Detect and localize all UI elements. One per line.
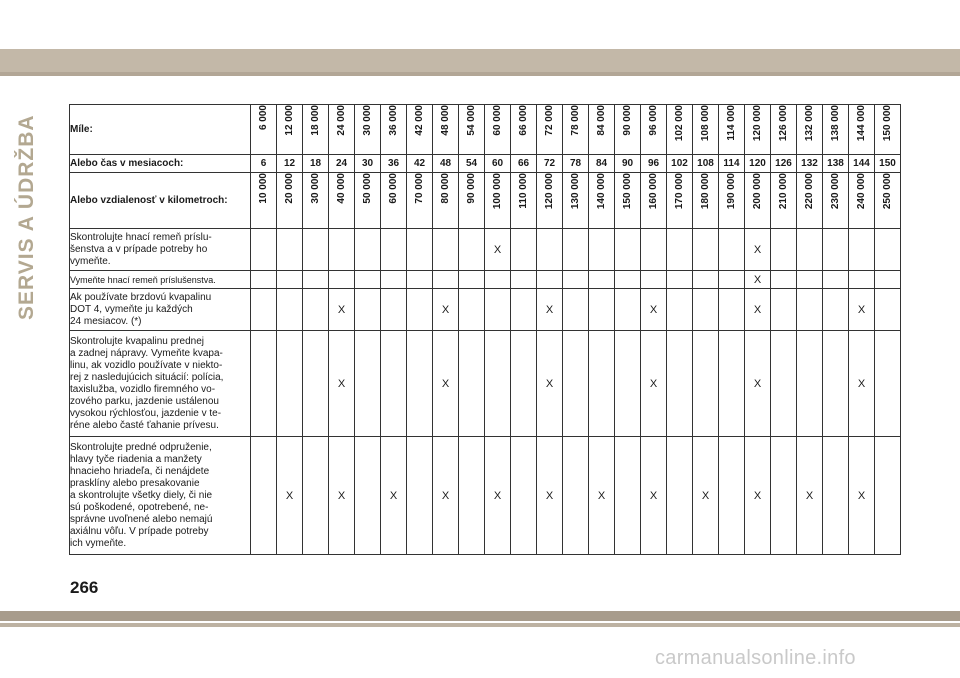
miles-header-row-cell bbox=[251, 105, 277, 155]
miles-header-row-value: 90 000 bbox=[622, 105, 633, 136]
schedule-mark bbox=[615, 331, 641, 437]
miles-header-row bbox=[70, 105, 901, 155]
schedule-mark bbox=[355, 289, 381, 331]
schedule-mark bbox=[407, 229, 433, 271]
schedule-mark bbox=[823, 229, 849, 271]
schedule-mark bbox=[641, 229, 667, 271]
schedule-mark bbox=[615, 289, 641, 331]
schedule-mark bbox=[693, 271, 719, 289]
schedule-task-label: Skontrolujte hnací remeň príslu- šenstva a v prípade potreby ho vymeňte. bbox=[70, 229, 251, 271]
km-header-row-cell bbox=[823, 173, 849, 229]
km-header-row-cell bbox=[719, 173, 745, 229]
miles-header-row-cell bbox=[693, 105, 719, 155]
schedule-mark bbox=[485, 289, 511, 331]
top-decor-band bbox=[0, 49, 960, 72]
schedule-mark bbox=[511, 289, 537, 331]
schedule-mark: X bbox=[537, 437, 563, 555]
schedule-mark bbox=[797, 271, 823, 289]
page-number: 266 bbox=[70, 578, 99, 597]
miles-header-row-value: 126 000 bbox=[778, 105, 789, 142]
top-decor-line bbox=[0, 72, 960, 76]
miles-header-row-value: 6 000 bbox=[258, 105, 269, 131]
schedule-mark bbox=[667, 437, 693, 555]
schedule-mark bbox=[849, 271, 875, 289]
schedule-mark bbox=[511, 229, 537, 271]
schedule-mark bbox=[251, 289, 277, 331]
schedule-mark bbox=[875, 331, 901, 437]
km-header-row-cell bbox=[563, 173, 589, 229]
km-header-row-value: 140 000 bbox=[596, 173, 607, 210]
schedule-mark: X bbox=[745, 437, 771, 555]
schedule-mark bbox=[771, 229, 797, 271]
schedule-mark bbox=[641, 271, 667, 289]
months-value: 150 bbox=[875, 155, 901, 173]
schedule-mark bbox=[719, 229, 745, 271]
schedule-mark bbox=[719, 289, 745, 331]
schedule-mark bbox=[719, 331, 745, 437]
schedule-mark bbox=[251, 271, 277, 289]
schedule-mark bbox=[511, 271, 537, 289]
schedule-mark: X bbox=[849, 437, 875, 555]
schedule-mark bbox=[771, 437, 797, 555]
miles-header-row-value: 132 000 bbox=[804, 105, 815, 142]
schedule-mark: X bbox=[433, 331, 459, 437]
schedule-mark bbox=[355, 331, 381, 437]
km-header-row-cell bbox=[537, 173, 563, 229]
miles-header-row-value: 120 000 bbox=[752, 105, 763, 142]
schedule-mark bbox=[303, 289, 329, 331]
schedule-mark bbox=[433, 271, 459, 289]
schedule-mark bbox=[277, 289, 303, 331]
miles-header-row-value: 96 000 bbox=[648, 105, 659, 136]
miles-header-row-value: 138 000 bbox=[830, 105, 841, 142]
schedule-row bbox=[70, 229, 901, 271]
km-header-row-value: 120 000 bbox=[544, 173, 555, 210]
km-header-row-cell bbox=[797, 173, 823, 229]
schedule-mark bbox=[563, 331, 589, 437]
schedule-mark bbox=[303, 331, 329, 437]
schedule-mark bbox=[823, 437, 849, 555]
km-header-row-cell bbox=[303, 173, 329, 229]
miles-header-row-cell bbox=[485, 105, 511, 155]
schedule-mark bbox=[303, 437, 329, 555]
km-header-row-cell bbox=[381, 173, 407, 229]
months-value: 84 bbox=[589, 155, 615, 173]
schedule-mark bbox=[797, 229, 823, 271]
km-header-row-value: 210 000 bbox=[778, 173, 789, 210]
km-header-row-value: 170 000 bbox=[674, 173, 685, 210]
schedule-mark: X bbox=[485, 229, 511, 271]
schedule-mark bbox=[875, 437, 901, 555]
miles-header-row-cell bbox=[277, 105, 303, 155]
schedule-mark bbox=[355, 229, 381, 271]
schedule-mark: X bbox=[745, 289, 771, 331]
km-header-row-cell bbox=[329, 173, 355, 229]
km-header-row-value: 200 000 bbox=[752, 173, 763, 210]
schedule-mark bbox=[875, 229, 901, 271]
miles-header-row-cell bbox=[771, 105, 797, 155]
months-value: 114 bbox=[719, 155, 745, 173]
schedule-mark: X bbox=[641, 289, 667, 331]
miles-header-row-cell bbox=[329, 105, 355, 155]
schedule-mark bbox=[615, 271, 641, 289]
months-value: 102 bbox=[667, 155, 693, 173]
miles-header-row-value: 114 000 bbox=[726, 105, 737, 141]
km-header-row-cell bbox=[485, 173, 511, 229]
miles-header-row-value: 60 000 bbox=[492, 105, 503, 136]
schedule-mark bbox=[771, 289, 797, 331]
miles-header-row-cell bbox=[511, 105, 537, 155]
miles-header-row-value: 18 000 bbox=[310, 105, 321, 136]
schedule-mark bbox=[277, 271, 303, 289]
schedule-mark: X bbox=[797, 437, 823, 555]
schedule-mark bbox=[485, 331, 511, 437]
schedule-mark: X bbox=[745, 229, 771, 271]
months-value: 126 bbox=[771, 155, 797, 173]
km-header-row-value: 130 000 bbox=[570, 173, 581, 210]
km-header-row-cell bbox=[693, 173, 719, 229]
km-header-row-label: Alebo vzdialenosť v kilometroch: bbox=[70, 173, 251, 229]
km-header-row-cell bbox=[667, 173, 693, 229]
miles-header-row-cell bbox=[537, 105, 563, 155]
schedule-mark bbox=[407, 437, 433, 555]
miles-header-row-cell bbox=[875, 105, 901, 155]
miles-header-row-cell bbox=[797, 105, 823, 155]
schedule-mark bbox=[511, 331, 537, 437]
km-header-row-value: 80 000 bbox=[440, 173, 451, 204]
miles-header-row-value: 30 000 bbox=[362, 105, 373, 136]
miles-header-row-value: 78 000 bbox=[570, 105, 581, 136]
miles-header-row-cell bbox=[719, 105, 745, 155]
km-header-row-cell bbox=[407, 173, 433, 229]
months-value: 36 bbox=[381, 155, 407, 173]
bottom-decor-line bbox=[0, 623, 960, 627]
schedule-mark bbox=[537, 271, 563, 289]
miles-header-row-cell bbox=[745, 105, 771, 155]
schedule-mark bbox=[719, 271, 745, 289]
miles-header-row-cell bbox=[563, 105, 589, 155]
months-value: 18 bbox=[303, 155, 329, 173]
schedule-mark: X bbox=[745, 271, 771, 289]
km-header-row-value: 250 000 bbox=[882, 173, 893, 210]
schedule-mark bbox=[823, 289, 849, 331]
schedule-mark bbox=[615, 229, 641, 271]
km-header-row-cell bbox=[277, 173, 303, 229]
km-header-row-value: 70 000 bbox=[414, 173, 425, 204]
months-value: 90 bbox=[615, 155, 641, 173]
km-header-row-value: 40 000 bbox=[336, 173, 347, 204]
schedule-mark bbox=[823, 271, 849, 289]
miles-header-row-cell bbox=[355, 105, 381, 155]
km-header-row-value: 50 000 bbox=[362, 173, 373, 204]
schedule-mark bbox=[563, 271, 589, 289]
schedule-mark bbox=[251, 437, 277, 555]
months-value: 30 bbox=[355, 155, 381, 173]
miles-header-row-value: 42 000 bbox=[414, 105, 425, 136]
schedule-mark bbox=[797, 331, 823, 437]
schedule-mark bbox=[459, 271, 485, 289]
months-value: 120 bbox=[745, 155, 771, 173]
km-header-row-value: 230 000 bbox=[830, 173, 841, 210]
miles-header-row-value: 12 000 bbox=[284, 105, 295, 136]
months-value: 12 bbox=[277, 155, 303, 173]
months-value: 54 bbox=[459, 155, 485, 173]
months-value: 66 bbox=[511, 155, 537, 173]
miles-header-row-value: 66 000 bbox=[518, 105, 529, 136]
maintenance-schedule-table bbox=[69, 104, 901, 555]
km-header-row-cell bbox=[511, 173, 537, 229]
miles-header-row-value: 72 000 bbox=[544, 105, 555, 136]
schedule-mark bbox=[433, 229, 459, 271]
km-header-row-value: 30 000 bbox=[310, 173, 321, 204]
schedule-mark bbox=[303, 229, 329, 271]
schedule-row bbox=[70, 289, 901, 331]
miles-header-row-value: 24 000 bbox=[336, 105, 347, 136]
schedule-mark: X bbox=[537, 289, 563, 331]
schedule-mark bbox=[485, 271, 511, 289]
miles-header-row-value: 150 000 bbox=[882, 105, 893, 142]
miles-header-row-cell bbox=[381, 105, 407, 155]
schedule-mark: X bbox=[641, 437, 667, 555]
months-value: 132 bbox=[797, 155, 823, 173]
schedule-task-label: Skontrolujte kvapalinu prednej a zadnej nápravy. Vymeňte kvapa- linu, ak vozidlo používate v niekto- rej z nasledujúcich situácií: polícia, taxislužba, vozidlo firemného vo- zového parku, jazdenie ustálenou vysokou rýchlosťou, jazdenie v te- réne alebo časté ťahanie prívesu. bbox=[70, 331, 251, 437]
schedule-mark bbox=[667, 271, 693, 289]
schedule-mark bbox=[277, 331, 303, 437]
schedule-mark bbox=[797, 289, 823, 331]
miles-header-row-cell bbox=[303, 105, 329, 155]
schedule-mark bbox=[537, 229, 563, 271]
months-value: 24 bbox=[329, 155, 355, 173]
schedule-mark bbox=[667, 331, 693, 437]
months-header-label: Alebo čas v mesiacoch: bbox=[70, 155, 251, 173]
months-value: 138 bbox=[823, 155, 849, 173]
km-header-row-value: 100 000 bbox=[492, 173, 503, 210]
months-value: 42 bbox=[407, 155, 433, 173]
schedule-mark bbox=[563, 437, 589, 555]
miles-header-row-cell bbox=[433, 105, 459, 155]
schedule-mark bbox=[719, 437, 745, 555]
schedule-mark bbox=[667, 229, 693, 271]
schedule-mark bbox=[511, 437, 537, 555]
km-header-row-value: 220 000 bbox=[804, 173, 815, 210]
km-header-row-cell bbox=[745, 173, 771, 229]
km-header-row-value: 20 000 bbox=[284, 173, 295, 204]
schedule-task-label: Skontrolujte predné odpruženie, hlavy tyče riadenia a manžety hnacieho hriadeľa, či nenájdete prasklíny alebo presakovanie a skontrolujte všetky diely, či nie sú poškodené, opotrebené, ne- správne uvoľnené alebo nemajú axiálnu vôľu. V prípade potreby ich vymeňte. bbox=[70, 437, 251, 555]
miles-header-row-cell bbox=[459, 105, 485, 155]
schedule-row bbox=[70, 271, 901, 289]
miles-header-row-value: 144 000 bbox=[856, 105, 867, 142]
schedule-mark bbox=[459, 437, 485, 555]
miles-header-row-cell bbox=[407, 105, 433, 155]
schedule-mark bbox=[693, 289, 719, 331]
km-header-row-value: 150 000 bbox=[622, 173, 633, 210]
schedule-mark: X bbox=[641, 331, 667, 437]
schedule-mark bbox=[875, 271, 901, 289]
km-header-row-cell bbox=[641, 173, 667, 229]
schedule-mark bbox=[251, 331, 277, 437]
schedule-mark: X bbox=[329, 289, 355, 331]
schedule-mark bbox=[355, 437, 381, 555]
schedule-mark bbox=[459, 331, 485, 437]
miles-header-row-value: 102 000 bbox=[674, 105, 685, 142]
miles-header-row-cell bbox=[667, 105, 693, 155]
schedule-mark bbox=[875, 289, 901, 331]
km-header-row-value: 110 000 bbox=[518, 173, 529, 209]
schedule-mark bbox=[667, 289, 693, 331]
schedule-mark: X bbox=[381, 437, 407, 555]
miles-header-row-value: 36 000 bbox=[388, 105, 399, 136]
schedule-mark bbox=[277, 229, 303, 271]
miles-header-row-cell bbox=[641, 105, 667, 155]
km-header-row-value: 10 000 bbox=[258, 173, 269, 204]
schedule-mark bbox=[589, 331, 615, 437]
km-header-row-value: 90 000 bbox=[466, 173, 477, 204]
schedule-mark bbox=[589, 271, 615, 289]
schedule-mark bbox=[589, 289, 615, 331]
schedule-mark bbox=[589, 229, 615, 271]
schedule-mark: X bbox=[745, 331, 771, 437]
schedule-task-label: Vymeňte hnací remeň príslušenstva. bbox=[70, 271, 251, 289]
schedule-mark bbox=[329, 229, 355, 271]
bottom-decor-band bbox=[0, 611, 960, 621]
km-header-row-cell bbox=[589, 173, 615, 229]
km-header-row-value: 180 000 bbox=[700, 173, 711, 210]
miles-header-row-cell bbox=[823, 105, 849, 155]
km-header-row-cell bbox=[875, 173, 901, 229]
schedule-mark bbox=[563, 289, 589, 331]
schedule-mark bbox=[303, 271, 329, 289]
miles-header-row-cell bbox=[849, 105, 875, 155]
km-header-row-value: 190 000 bbox=[726, 173, 737, 210]
schedule-row bbox=[70, 437, 901, 555]
schedule-mark bbox=[615, 437, 641, 555]
months-value: 72 bbox=[537, 155, 563, 173]
km-header-row bbox=[70, 173, 901, 229]
schedule-mark bbox=[355, 271, 381, 289]
km-header-row-cell bbox=[355, 173, 381, 229]
miles-header-row-label: Míle: bbox=[70, 105, 251, 155]
schedule-mark bbox=[849, 229, 875, 271]
schedule-mark: X bbox=[277, 437, 303, 555]
section-side-title: SERVIS A ÚDRŽBA bbox=[15, 114, 38, 320]
schedule-mark bbox=[381, 271, 407, 289]
km-header-row-cell bbox=[615, 173, 641, 229]
km-header-row-value: 60 000 bbox=[388, 173, 399, 204]
schedule-mark bbox=[693, 331, 719, 437]
months-value: 78 bbox=[563, 155, 589, 173]
miles-header-row-cell bbox=[589, 105, 615, 155]
schedule-mark: X bbox=[433, 289, 459, 331]
schedule-mark: X bbox=[693, 437, 719, 555]
schedule-mark bbox=[563, 229, 589, 271]
miles-header-row-value: 108 000 bbox=[700, 105, 711, 142]
schedule-mark bbox=[381, 289, 407, 331]
km-header-row-cell bbox=[251, 173, 277, 229]
schedule-mark bbox=[459, 289, 485, 331]
schedule-task-label: Ak používate brzdovú kvapalinu DOT 4, vymeňte ju každých 24 mesiacov. (*) bbox=[70, 289, 251, 331]
schedule-mark bbox=[329, 271, 355, 289]
km-header-row-value: 240 000 bbox=[856, 173, 867, 210]
schedule-mark: X bbox=[537, 331, 563, 437]
months-header-row bbox=[70, 155, 901, 173]
months-value: 144 bbox=[849, 155, 875, 173]
schedule-mark: X bbox=[329, 437, 355, 555]
schedule-row bbox=[70, 331, 901, 437]
schedule-mark: X bbox=[485, 437, 511, 555]
months-value: 60 bbox=[485, 155, 511, 173]
schedule-mark: X bbox=[849, 289, 875, 331]
months-value: 96 bbox=[641, 155, 667, 173]
km-header-row-cell bbox=[433, 173, 459, 229]
miles-header-row-value: 54 000 bbox=[466, 105, 477, 136]
schedule-mark bbox=[251, 229, 277, 271]
schedule-mark bbox=[407, 271, 433, 289]
miles-header-row-cell bbox=[615, 105, 641, 155]
km-header-row-cell bbox=[771, 173, 797, 229]
schedule-mark: X bbox=[329, 331, 355, 437]
schedule-mark bbox=[381, 331, 407, 437]
schedule-mark bbox=[823, 331, 849, 437]
schedule-mark bbox=[771, 331, 797, 437]
schedule-mark bbox=[459, 229, 485, 271]
schedule-mark bbox=[407, 331, 433, 437]
schedule-mark: X bbox=[849, 331, 875, 437]
miles-header-row-value: 84 000 bbox=[596, 105, 607, 136]
km-header-row-cell bbox=[849, 173, 875, 229]
km-header-row-value: 160 000 bbox=[648, 173, 659, 210]
months-value: 6 bbox=[251, 155, 277, 173]
schedule-mark bbox=[771, 271, 797, 289]
schedule-mark bbox=[381, 229, 407, 271]
km-header-row-cell bbox=[459, 173, 485, 229]
months-value: 108 bbox=[693, 155, 719, 173]
schedule-mark: X bbox=[589, 437, 615, 555]
watermark-text: carmanualsonline.info bbox=[655, 647, 856, 669]
schedule-mark bbox=[693, 229, 719, 271]
schedule-mark bbox=[407, 289, 433, 331]
miles-header-row-value: 48 000 bbox=[440, 105, 451, 136]
schedule-mark: X bbox=[433, 437, 459, 555]
months-value: 48 bbox=[433, 155, 459, 173]
